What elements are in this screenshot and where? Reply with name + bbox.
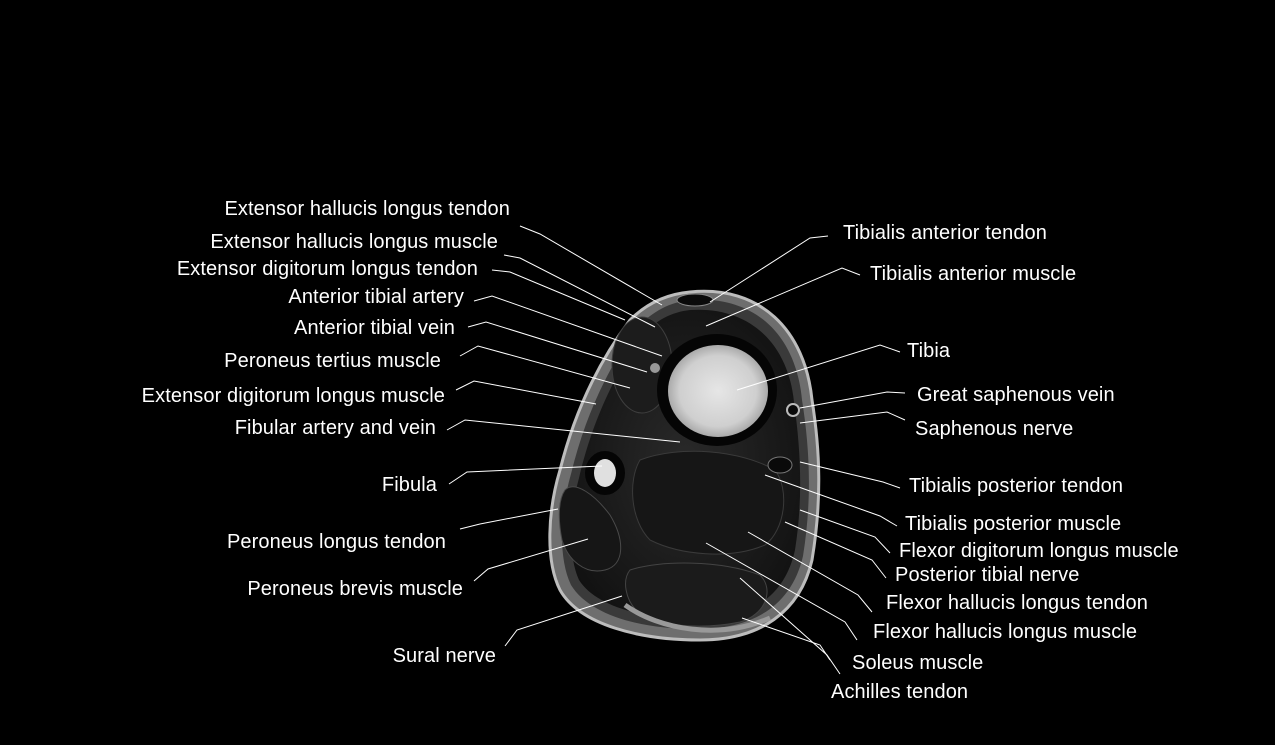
- label-peroneus-tertius-muscle: Peroneus tertius muscle: [224, 350, 441, 372]
- label-flexor-hallucis-longus-muscle: Flexor hallucis longus muscle: [873, 621, 1138, 643]
- label-extensor-digitorum-longus-tendon: Extensor digitorum longus tendon: [176, 258, 478, 280]
- label-anterior-tibial-artery: Anterior tibial artery: [288, 286, 464, 308]
- label-peroneus-longus-tendon: Peroneus longus tendon: [226, 531, 446, 553]
- label-tibia: Tibia: [907, 340, 951, 362]
- label-fibular-artery-and-vein: Fibular artery and vein: [234, 417, 436, 439]
- leader-peroneus-longus-tendon: [460, 509, 558, 529]
- anterior-tibial-vessels-dot: [650, 363, 660, 373]
- label-tibialis-posterior-muscle: Tibialis posterior muscle: [905, 513, 1122, 535]
- label-peroneus-brevis-muscle: Peroneus brevis muscle: [247, 578, 463, 600]
- leader-extensor-hallucis-longus-tendon: [520, 226, 662, 305]
- label-great-saphenous-vein: Great saphenous vein: [917, 384, 1115, 406]
- label-posterior-tibial-nerve: Posterior tibial nerve: [895, 564, 1080, 586]
- label-flexor-digitorum-longus-muscle: Flexor digitorum longus muscle: [899, 540, 1179, 562]
- label-anterior-tibial-vein: Anterior tibial vein: [294, 317, 455, 339]
- label-extensor-digitorum-longus-muscle: Extensor digitorum longus muscle: [141, 385, 445, 407]
- label-flexor-hallucis-longus-tendon: Flexor hallucis longus tendon: [886, 592, 1148, 614]
- label-tibialis-posterior-tendon: Tibialis posterior tendon: [909, 475, 1124, 497]
- label-achilles-tendon: Achilles tendon: [831, 681, 969, 703]
- great-saphenous-vein-dot: [787, 404, 799, 416]
- label-extensor-hallucis-longus-muscle: Extensor hallucis longus muscle: [210, 231, 498, 253]
- leader-extensor-digitorum-longus-muscle: [456, 381, 596, 404]
- tendon-ta: [677, 294, 713, 306]
- label-sural-nerve: Sural nerve: [392, 645, 496, 667]
- label-tibialis-anterior-muscle: Tibialis anterior muscle: [870, 263, 1077, 285]
- leg-cross-section: [550, 291, 819, 640]
- label-saphenous-nerve: Saphenous nerve: [915, 418, 1074, 440]
- deep-posterior-compartment: [633, 451, 784, 554]
- label-tibialis-anterior-tendon: Tibialis anterior tendon: [843, 222, 1047, 244]
- label-fibula: Fibula: [381, 474, 437, 496]
- label-soleus-muscle: Soleus muscle: [852, 652, 984, 674]
- fibula-marrow: [594, 459, 616, 487]
- tibia-marrow: [668, 345, 768, 437]
- leader-great-saphenous-vein: [800, 392, 905, 408]
- tendon-posterior: [768, 457, 792, 473]
- label-extensor-hallucis-longus-tendon: Extensor hallucis longus tendon: [224, 198, 510, 220]
